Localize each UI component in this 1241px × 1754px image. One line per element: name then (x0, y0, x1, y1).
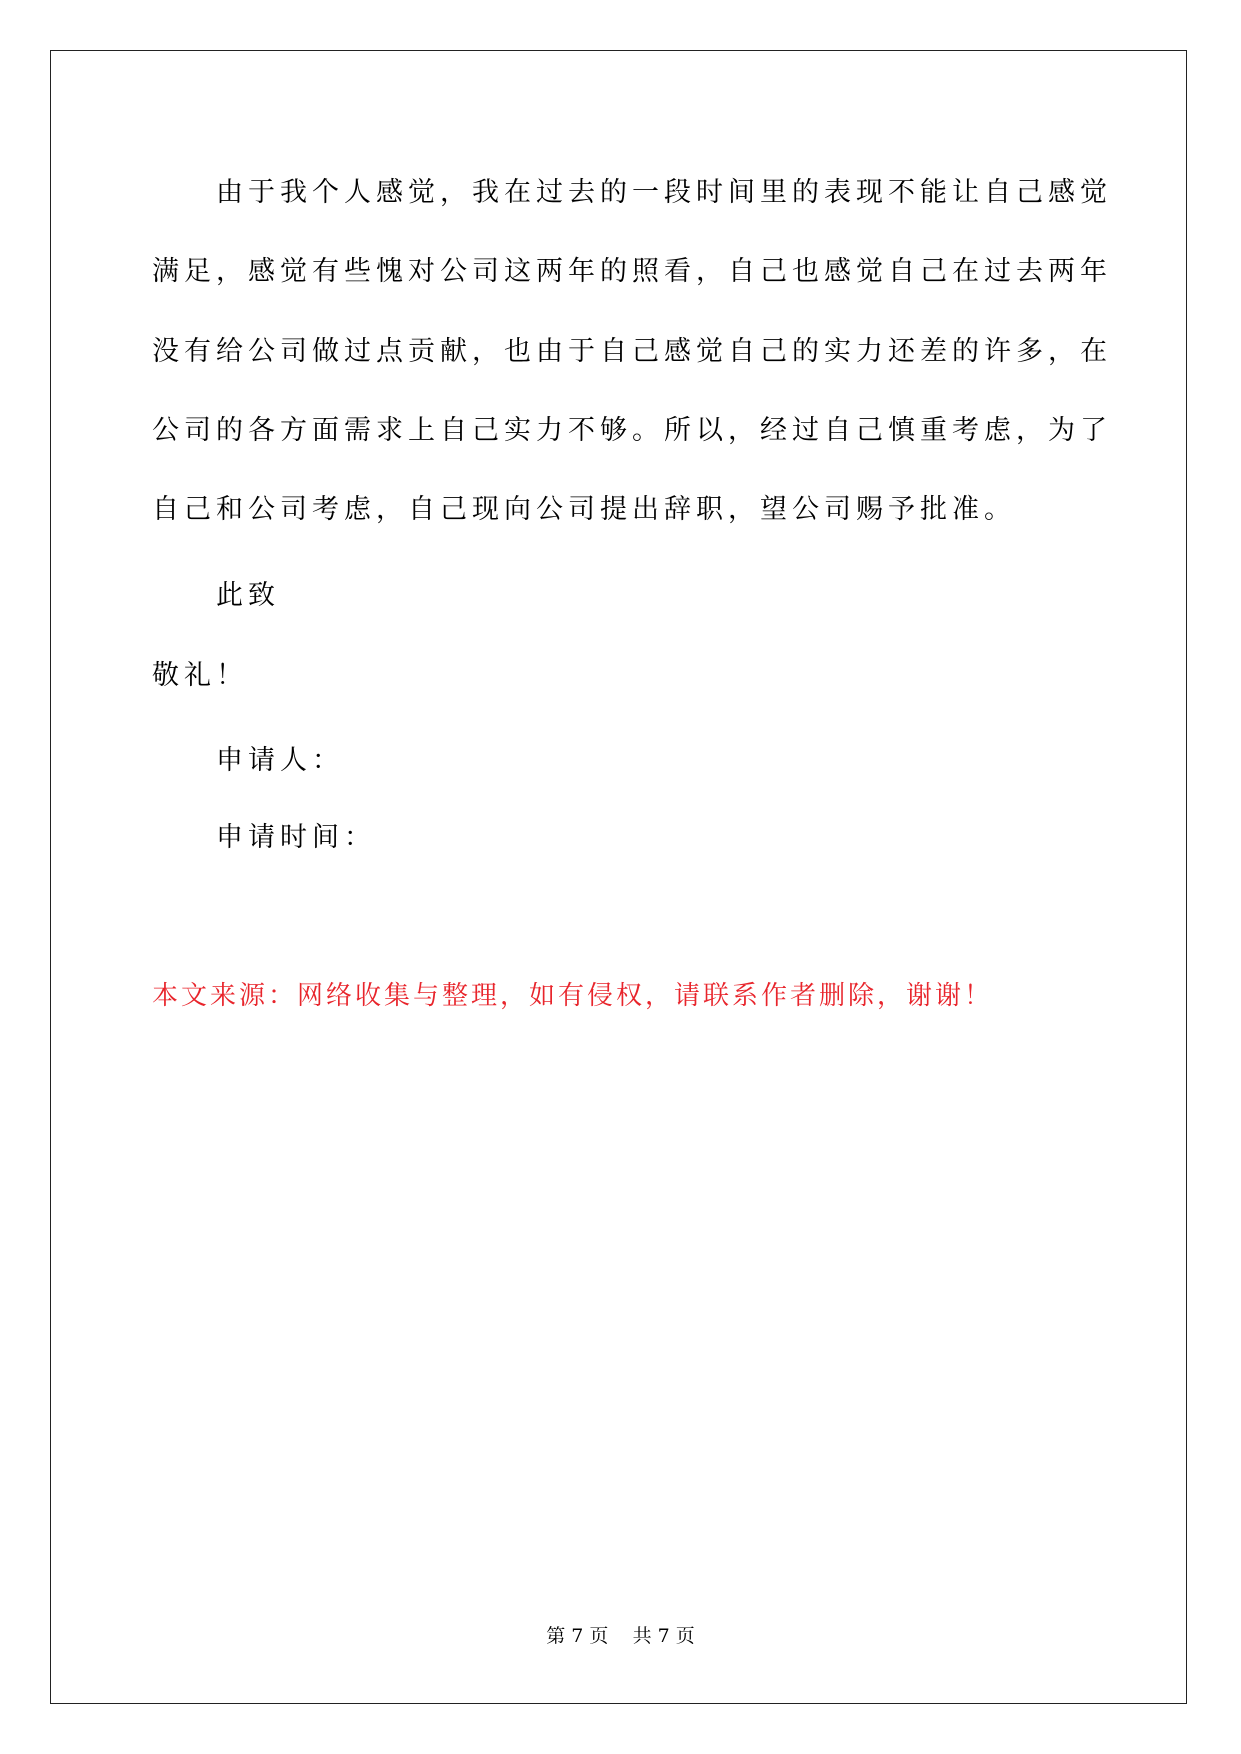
page-border (50, 50, 1187, 1704)
body-text-line: 没有给公司做过点贡献，也由于自己感觉自己的实力还差的许多，在 (152, 336, 1112, 367)
page-number-footer: 第 7 页 共 7 页 (546, 1625, 695, 1647)
body-text-line: 满足，感觉有些愧对公司这两年的照看，自己也感觉自己在过去两年 (152, 256, 1112, 287)
applicant-label: 申请人： (152, 745, 344, 776)
body-text-line: 由于我个人感觉，我在过去的一段时间里的表现不能让自己感觉 (152, 177, 1112, 208)
source-notice: 本文来源：网络收集与整理，如有侵权，请联系作者删除，谢谢！ (152, 981, 994, 1011)
body-text-line: 公司的各方面需求上自己实力不够。所以，经过自己慎重考虑，为了 (152, 415, 1112, 446)
body-text-line: 自己和公司考虑，自己现向公司提出辞职，望公司赐予批准。 (152, 494, 1016, 525)
application-date-label: 申请时间： (152, 822, 376, 853)
salutation-text: 敬礼！ (152, 660, 248, 691)
closing-text: 此致 (152, 580, 280, 611)
